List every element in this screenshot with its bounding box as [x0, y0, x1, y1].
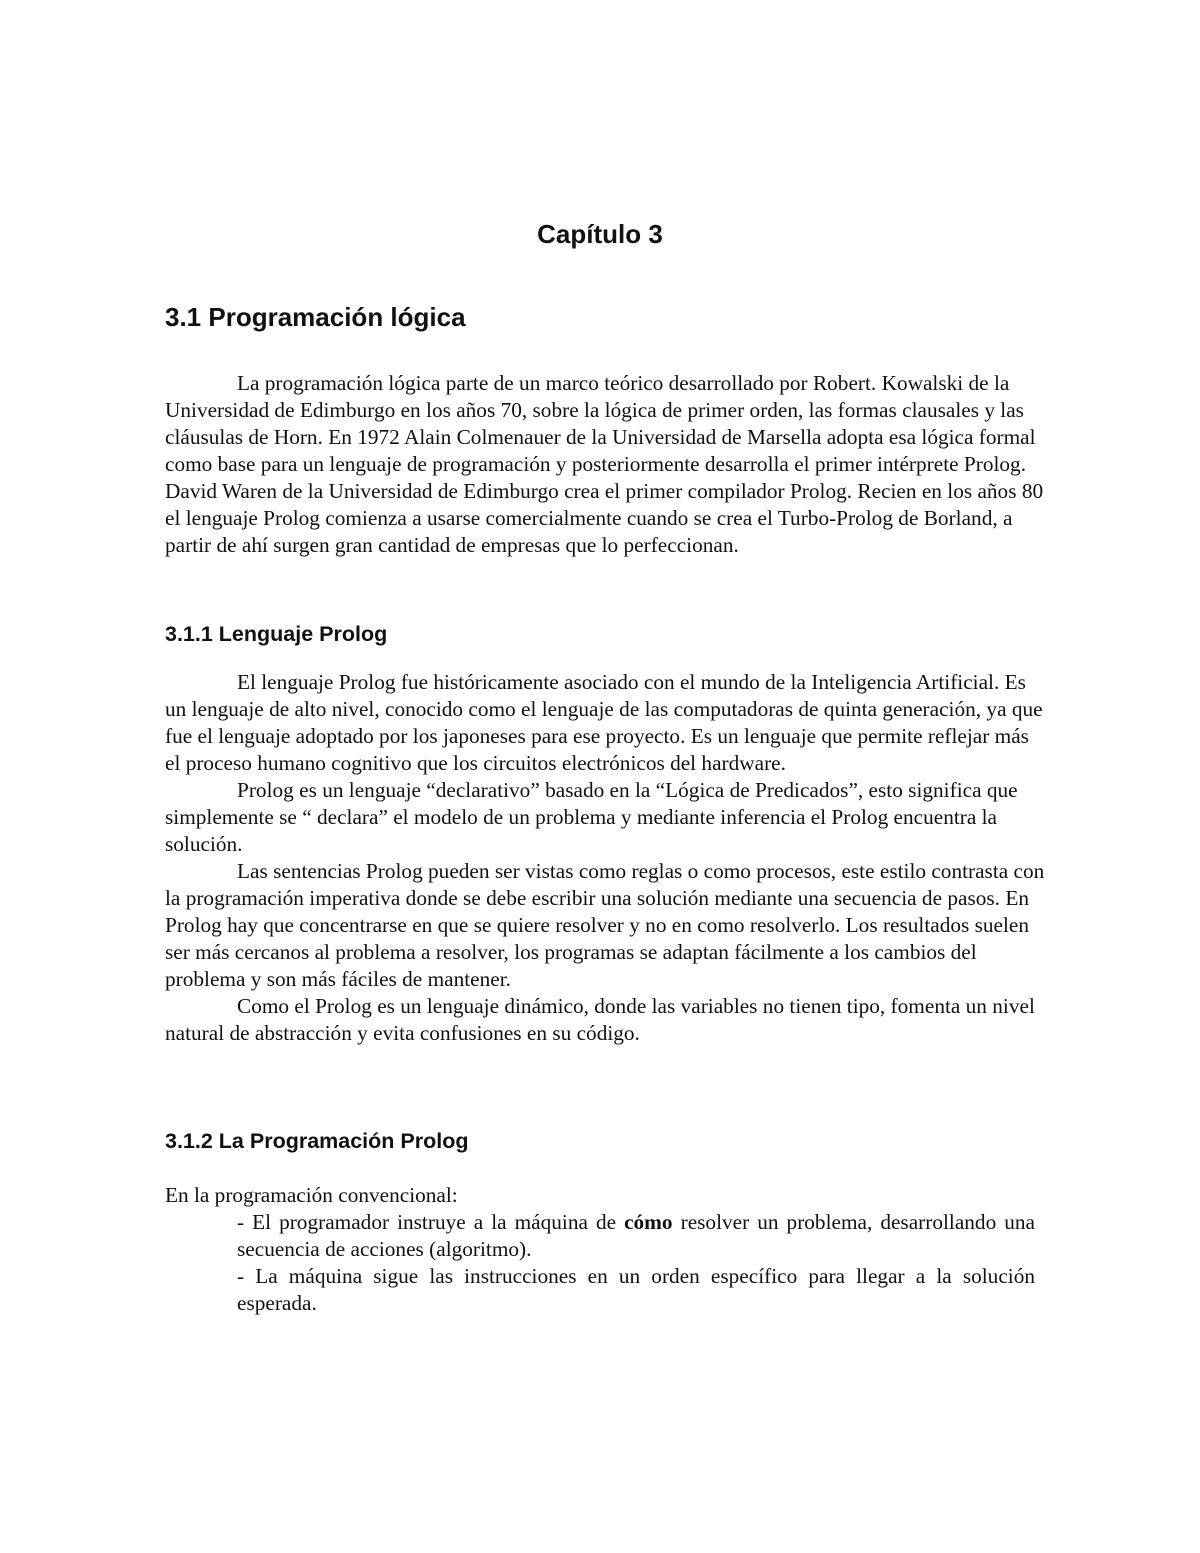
paragraph: Prolog es un lenguaje “declarativo” basado en la “Lógica de Predicados”, esto significa que simplemente se “ declara” el modelo de un problema y mediante inferencia el Prolog encuentra la solución.	[165, 778, 1018, 856]
list-item: - La máquina sigue las instrucciones en un orden específico para llegar a la solución esperada.	[237, 1264, 1035, 1315]
conventional-programming-list	[237, 1209, 1035, 1317]
list-item	[237, 1209, 1035, 1263]
section-3-1-1-body	[165, 669, 1045, 1047]
paragraph: La programación lógica parte de un marco teórico desarrollado por Robert. Kowalski de la Universidad de Edimburgo en los años 70, sobre la lógica de primer orden, las formas clausales y las cláusulas de Horn. En 1972 Alain Colmenauer de la Universidad de Marsella adopta esa lógica formal como base para un lenguaje de programación y posteriormente desarrolla el primer intérprete Prolog. David Waren de la Universidad de Edimburgo crea el primer compilador Prolog. Recien en los años 80 el lenguaje Prolog comienza a usarse comercialmente cuando se crea el Turbo-Prolog de Borland, a partir de ahí surgen gran cantidad de empresas que lo perfeccionan.	[165, 371, 1044, 557]
paragraph: Las sentencias Prolog pueden ser vistas como reglas o como procesos, este estilo contrasta con la programación imperativa donde se debe escribir una solución mediante una secuencia de pasos. En Prolog hay que concentrarse en que se quiere resolver y no en como resolverlo. Los resultados suelen ser más cercanos al problema a resolver, los programas se adaptan fácilmente a los cambios del problema y son más fáciles de mantener.	[165, 859, 1045, 991]
section-heading-3-1: 3.1 Programación lógica	[165, 302, 466, 332]
paragraph: Como el Prolog es un lenguaje dinámico, donde las variables no tienen tipo, fomenta un nivel natural de abstracción y evita confusiones en su código.	[165, 994, 1035, 1045]
emphasis-text: cómo	[624, 1210, 673, 1234]
section-3-1-body	[165, 370, 1045, 559]
list-item-text: resolver un problema, desarrollando una secuencia de acciones (algoritmo).	[237, 1210, 1035, 1261]
section-heading-3-1-1: 3.1.1 Lenguaje Prolog	[165, 622, 388, 646]
section-heading-3-1-2: 3.1.2 La Programación Prolog	[165, 1129, 469, 1153]
paragraph: El lenguaje Prolog fue históricamente asociado con el mundo de la Inteligencia Artificial. Es un lenguaje de alto nivel, conocido como el lenguaje de las computadoras de quinta generación, ya que fue el lenguaje adoptado por los japoneses para ese proyecto. Es un lenguaje que permite reflejar más el proceso humano cognitivo que los circuitos electrónicos del hardware.	[165, 670, 1043, 775]
section-3-1-2-intro: En la programación convencional:	[165, 1183, 458, 1207]
chapter-title: Capítulo 3	[537, 219, 663, 249]
list-item-text: - El programador instruye a la máquina de	[237, 1210, 625, 1234]
